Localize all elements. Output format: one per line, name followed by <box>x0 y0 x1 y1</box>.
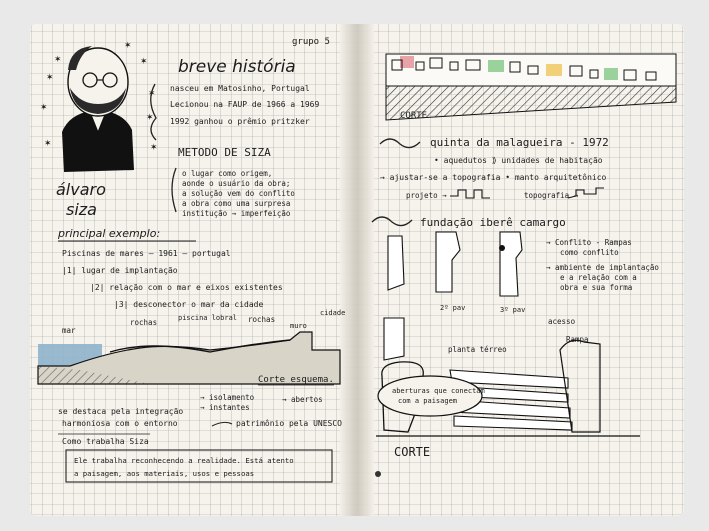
name-siza: siza <box>66 200 97 219</box>
name-alvaro: álvaro <box>56 180 106 199</box>
svg-text:✶: ✶ <box>46 73 54 83</box>
svg-text:✶: ✶ <box>40 103 48 113</box>
principal-heading: principal exemplo: <box>58 227 161 240</box>
bio-3: 1992 ganhou o prêmio pritzker <box>170 117 310 126</box>
pav-2: 2º pav <box>440 304 466 312</box>
conflito-1: → Conflito - Rampas <box>546 238 632 247</box>
ink-spot <box>375 471 381 477</box>
acesso-label: acesso <box>548 317 576 326</box>
ambiente-1: → ambiente de implantação <box>546 263 659 272</box>
method-title: METODO DE SIZA <box>178 146 271 159</box>
projeto-label: projeto → <box>406 191 447 200</box>
patrimonio: patrimônio pela UNESCO <box>236 419 342 428</box>
method-item-5: institução → imperfeição <box>182 209 291 218</box>
fundacao-title: fundação iberê camargo <box>420 216 566 229</box>
bio-1: nasceu em Matosinho, Portugal <box>170 84 310 93</box>
svg-text:piscina lobral: piscina lobral <box>178 314 238 322</box>
ajustar-line: → ajustar-se a topografia • manto arquitetônico <box>380 173 607 182</box>
method-item-1: o lugar como origem, <box>182 169 273 178</box>
method-item-2: aonde o usuário da obra; <box>182 179 291 188</box>
rampa-label: Rampa <box>566 335 589 344</box>
svg-text:rochas: rochas <box>130 318 158 327</box>
svg-text:✶: ✶ <box>44 139 52 149</box>
instantes: → instantes <box>200 403 250 412</box>
svg-text:cidade: cidade <box>320 309 346 317</box>
step-2: |2| relação com o mar e eixos existentes <box>90 283 283 292</box>
aberturas-2: com a paisagem <box>398 397 458 405</box>
como-trabalha: Como trabalha Siza <box>62 437 149 446</box>
quote-line-2: a paisagem, aos materiais, usos e pessoas <box>74 469 255 478</box>
planta-terreo: planta térreo <box>448 345 507 354</box>
corte-top: CORTE <box>400 111 428 121</box>
spine <box>340 24 374 516</box>
aberturas-cloud <box>378 376 482 416</box>
ambiente-3: obra e sua forma <box>560 283 633 292</box>
conflito-2: como conflito <box>560 248 619 257</box>
pav-3: 3º pav <box>500 306 526 314</box>
step-1: |1| lugar de implantação <box>62 266 178 275</box>
svg-text:✶: ✶ <box>146 113 154 123</box>
topografia-label: topografia → <box>524 191 579 200</box>
destaca-2: harmoniosa com o entorno <box>62 419 178 428</box>
svg-text:✶: ✶ <box>148 89 156 99</box>
aberturas-1: aberturas que conectam <box>392 387 485 395</box>
aquedutos-line: • aquedutos ⟫ unidades de habitação <box>434 156 603 165</box>
group-label: grupo 5 <box>292 37 330 47</box>
quote-line-1: Ele trabalha reconhecendo a realidade. Está atento <box>74 456 294 465</box>
abertos: → abertos <box>282 395 323 404</box>
method-item-4: a obra como uma surpresa <box>182 199 291 208</box>
step-3: |3| desconector o mar da cidade <box>114 300 264 309</box>
corte-bottom: CORTE <box>394 445 431 459</box>
svg-text:✶: ✶ <box>140 57 148 67</box>
example-line: Piscinas de mares — 1961 — portugal <box>62 249 231 258</box>
svg-text:rochas: rochas <box>248 315 276 324</box>
svg-text:mar: mar <box>62 326 76 335</box>
method-item-3: a solução vem do conflito <box>182 189 295 198</box>
title: breve história <box>178 57 296 77</box>
svg-text:✶: ✶ <box>124 41 132 51</box>
svg-text:muro: muro <box>290 322 307 330</box>
svg-text:✶: ✶ <box>54 55 62 65</box>
ambiente-2: e a relação com a <box>560 273 637 282</box>
bio-2: Lecionou na FAUP de 1966 a 1969 <box>170 100 320 109</box>
isolamento: → isolamento <box>200 393 255 402</box>
corte-esquema: Corte esquema. <box>258 375 334 385</box>
destaca-1: se destaca pela integração <box>58 407 184 416</box>
quinta-title: quinta da malagueira - 1972 <box>430 136 609 149</box>
svg-text:✶: ✶ <box>150 143 158 153</box>
